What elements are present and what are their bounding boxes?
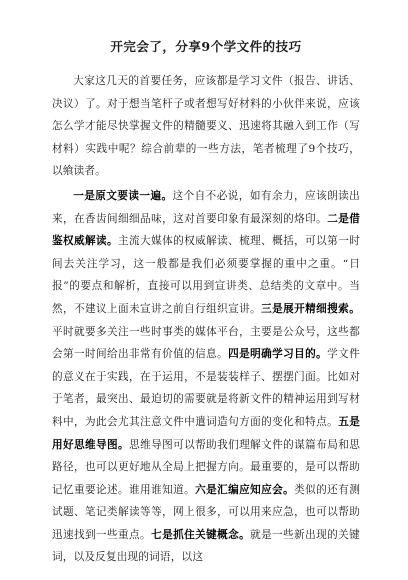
tip-6-heading: 六是汇编应知应会。: [195, 483, 295, 496]
tip-2-heading: 二是借鉴权威解读。: [52, 212, 360, 248]
document-page: [52, 38, 360, 569]
tip-6-text: 类似的还有测试题、笔记类解读等等，网上很多，可以用来应急，也可以帮助迅速找到一些重点。: [52, 483, 360, 541]
document-title: 开完会了，分享9个学文件的技巧: [110, 39, 302, 54]
tip-4-heading: 四是明确学习目的。: [228, 348, 328, 361]
tip-1-text: 这个自不必说，如有余力，应该朗读出来，在香齿间细细品味，这对首要印象有最深刻的烙印。: [52, 189, 360, 225]
tip-1-heading: 一是原文要读一遍。: [73, 189, 173, 202]
tip-7-heading: 七是抓住关键概念。: [151, 528, 251, 541]
tip-3-heading: 三是展开精细搜索。: [261, 302, 360, 315]
tip-5-heading: 五是用好思维导图。: [52, 415, 360, 451]
tip-5-text: 思维导图可以帮助我们理解文件的谋篇布局和思路径，也可以更好地从全局上把握方向。最重要的，是可以帮助记忆重要论述。谁用谁知道。: [52, 438, 361, 496]
tip-2-text: 主流大媒体的权威解读、梳理、概括，可以第一时间去关注学习，这一般都是我们必须要掌握的重中之重。“日报”的要点和解析，直接可以用到宣讲类、总结类的文章中。当然，不建议上面未宣讲之前自行组织宣讲。: [52, 235, 360, 315]
tip-7-text: 就是一些新出现的关键词，以及反复出现的词语，以这: [52, 528, 360, 564]
intro-paragraph: 大家这几天的首要任务，应该都是学习文件（报告、讲话、决议）了。对于想当笔杆子或者想写好材料的小伙伴来说，应该怎么学才能尽快掌握文件的精髓要义、迅速将其融入到工作（写材料）实践中呢？综合前辈的一些方法，笔者梳理了9个技巧，以飨读者。: [52, 75, 360, 178]
tip-3-text: 平时就要多关注一些时事类的媒体平台，主要是公众号，这些都会第一时间给出非常有价值的信息。: [52, 325, 360, 361]
tips-paragraph: [52, 185, 360, 569]
tip-4-text: 学文件的意义在于实践，在于运用，不是装装样子、摆摆门面。比如对于笔者，最突出、最迫切的需要就是将新文件的精神运用到写材料中，为此会尤其注意文件中遣词造句方面的变化和特点。: [52, 348, 360, 428]
